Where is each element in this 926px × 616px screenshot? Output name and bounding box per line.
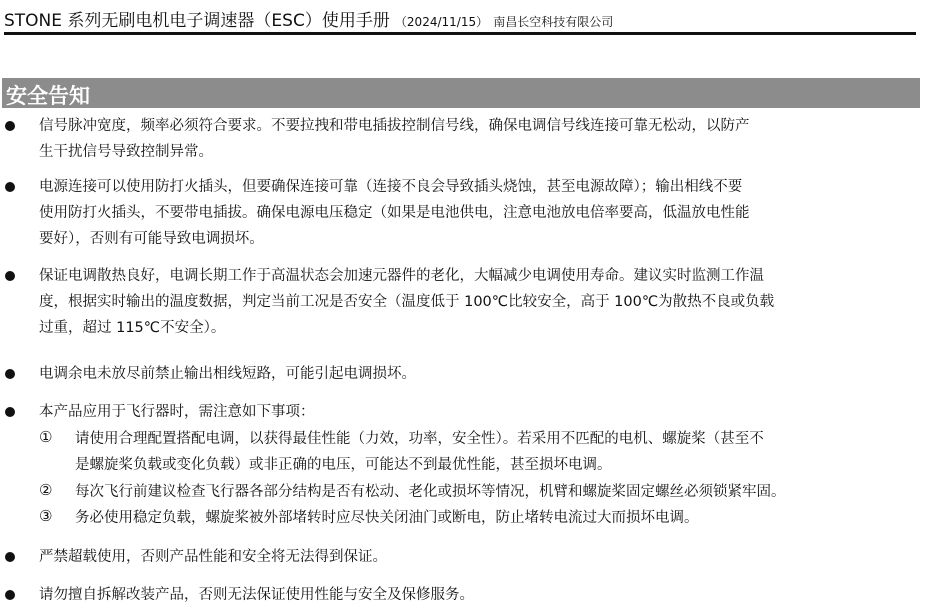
- list-item-line: 电调余电未放尽前禁止输出相线短路，可能引起电调损坏。: [39, 366, 416, 382]
- subitem-number: ③: [39, 507, 53, 525]
- subitem-line: 是螺旋桨负载或变化负载）或非正确的电压，可能达不到最优性能，甚至损坏电调。: [75, 457, 612, 473]
- list-item-line: 使用防打火插头，不要带电插拔。确保电源电压稳定（如果是电池供电，注意电池放电倍率要高，低温放电性能: [39, 205, 750, 221]
- header-rule: [4, 32, 916, 35]
- manual-date: （2024/11/15）: [394, 15, 489, 29]
- company-name: 南昌长空科技有限公司: [493, 15, 614, 29]
- bullet-icon: [5, 121, 15, 131]
- list-item-line: 过重，超过 115℃不安全）。: [39, 320, 226, 336]
- list-item-line: 保证电调散热良好，电调长期工作于高温状态会加速元器件的老化，大幅减少电调使用寿命。建议实时监测工作温: [39, 268, 764, 284]
- section-heading: 安全告知: [6, 84, 90, 108]
- bullet-icon: [5, 407, 15, 417]
- manual-title: STONE 系列无刷电机电子调速器（ESC）使用手册: [4, 11, 390, 31]
- bullet-icon: [5, 271, 15, 281]
- subitem-line: 务必使用稳定负载，螺旋桨被外部堵转时应尽快关闭油门或断电，防止堵转电流过大而损坏电调。: [75, 510, 699, 526]
- list-item-line: 信号脉冲宽度，频率必须符合要求。不要拉拽和带电插拔控制信号线，确保电调信号线连接可靠无松动，以防产: [39, 118, 750, 134]
- list-item-line: 要好），否则有可能导致电调损坏。: [39, 231, 264, 247]
- list-item-line: 电源连接可以使用防打火插头，但要确保连接可靠（连接不良会导致插头烧蚀，甚至电源故障）；输出相线不要: [39, 179, 743, 195]
- page-header: [4, 6, 916, 34]
- list-item-line: 度，根据实时输出的温度数据，判定当前工况是否安全（温度低于 100℃比较安全，高于 100℃为散热不良或负载: [39, 294, 775, 310]
- subitem-number: ①: [39, 428, 53, 446]
- bullet-icon: [5, 369, 15, 379]
- list-item-line: 生干扰信号导致控制异常。: [39, 144, 213, 160]
- list-item-line: 本产品应用于飞行器时，需注意如下事项：: [39, 404, 315, 420]
- bullet-icon: [5, 590, 15, 600]
- list-item-line: 请勿擅自拆解改装产品，否则无法保证使用性能与安全及保修服务。: [39, 587, 474, 603]
- subitem-number: ②: [39, 481, 53, 499]
- subitem-line: 每次飞行前建议检查飞行器各部分结构是否有松动、老化或损坏等情况，机臂和螺旋桨固定螺丝必须锁紧牢固。: [75, 484, 786, 500]
- list-item-line: 严禁超载使用，否则产品性能和安全将无法得到保证。: [39, 549, 387, 565]
- section-heading-bar: [2, 78, 920, 108]
- bullet-icon: [5, 552, 15, 562]
- subitem-line: 请使用合理配置搭配电调，以获得最佳性能（力效，功率，安全性）。若采用不匹配的电机、螺旋桨（甚至不: [75, 431, 764, 447]
- bullet-icon: [5, 182, 15, 192]
